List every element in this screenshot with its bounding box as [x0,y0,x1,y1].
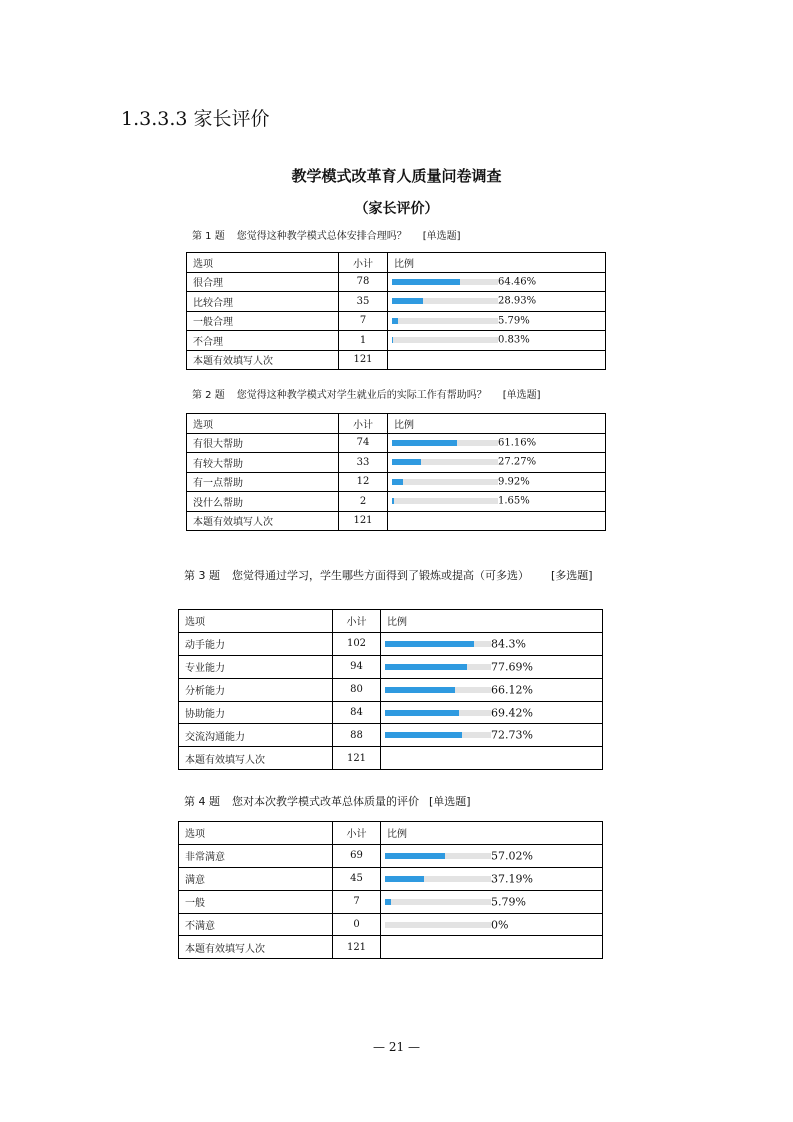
table-total-row [179,936,603,959]
column-header-option: 选项 [179,610,333,633]
ratio-cell [388,272,606,292]
question-header [192,388,541,404]
table-row [179,632,603,655]
table-total-row [179,747,603,770]
column-header-ratio: 比例 [381,610,603,633]
table-header-row [187,253,606,273]
table-row [179,655,603,678]
page-number: — 21 — [373,1040,420,1054]
ratio-bar-track [385,922,491,928]
ratio-bar-fill [385,641,474,647]
table-row [187,331,606,351]
ratio-percent-label: 37.19% [491,872,533,886]
ratio-percent-label: 77.69% [491,660,533,674]
ratio-percent-label: 61.16% [498,437,537,449]
ratio-cell [381,678,603,701]
option-label: 没什么帮助 [187,492,339,512]
ratio-bar-track [392,440,498,446]
option-count: 94 [333,655,381,678]
ratio-cell [388,331,606,351]
column-header-count: 小计 [339,414,388,434]
ratio-cell [381,655,603,678]
table-row [179,913,603,936]
ratio-bar-fill [392,459,421,465]
question-type-tag: [单选题] [502,390,541,401]
section-title: 1.3.3.3 家长评价 [121,108,270,130]
total-count: 121 [339,511,388,531]
ratio-bar-fill [392,279,460,285]
ratio-bar-track [392,479,498,485]
ratio-percent-label: 5.79% [491,895,526,909]
option-label: 一般合理 [187,311,339,331]
table-row [179,701,603,724]
option-label: 有很大帮助 [187,433,339,453]
table-row [187,472,606,492]
option-label: 比较合理 [187,292,339,312]
ratio-cell [388,292,606,312]
ratio-bar-track [385,710,491,716]
table-total-row [187,511,606,531]
total-label: 本题有效填写人次 [187,511,339,531]
total-label: 本题有效填写人次 [179,747,333,770]
table-row [179,678,603,701]
total-empty-cell [381,936,603,959]
total-count: 121 [333,747,381,770]
ratio-bar-fill [392,479,403,485]
ratio-cell [388,453,606,473]
question-1 [192,229,461,245]
ratio-bar-track [385,687,491,693]
table-row [179,867,603,890]
total-count: 121 [339,350,388,370]
ratio-percent-label: 0% [491,918,509,931]
option-label: 不满意 [179,913,333,936]
column-header-ratio: 比例 [388,414,606,434]
option-count: 84 [333,701,381,724]
table-row [187,492,606,512]
table-header-row [179,610,603,633]
question-number: 第 2 题 [192,390,225,401]
table-header-row [179,822,603,845]
table-row [179,724,603,747]
ratio-bar-track [392,498,498,504]
column-header-option: 选项 [187,414,339,434]
ratio-cell [381,724,603,747]
ratio-percent-label: 64.46% [498,276,537,288]
ratio-bar-track [392,459,498,465]
ratio-percent-label: 72.73% [491,728,533,742]
option-count: 12 [339,472,388,492]
ratio-bar-fill [385,687,455,693]
total-empty-cell [381,747,603,770]
total-empty-cell [388,511,606,531]
table-row [179,844,603,867]
ratio-cell [381,890,603,913]
question-text: 您觉得这种教学模式对学生就业后的实际工作有帮助吗？ [236,390,487,401]
ratio-cell [381,844,603,867]
table-row [187,453,606,473]
option-count: 2 [339,492,388,512]
ratio-bar-fill [385,732,462,738]
column-header-ratio: 比例 [388,253,606,273]
option-label: 有较大帮助 [187,453,339,473]
option-label: 协助能力 [179,701,333,724]
option-count: 35 [339,292,388,312]
question-number: 第 4 题 [184,795,220,808]
option-label: 有一点帮助 [187,472,339,492]
ratio-bar-track [385,899,491,905]
question-type-tag: [单选题] [429,795,471,808]
ratio-bar-fill [385,899,391,905]
table-header-row [187,414,606,434]
ratio-cell [388,311,606,331]
ratio-percent-label: 84.3% [491,637,526,651]
question-header [192,229,461,245]
ratio-cell [381,913,603,936]
ratio-percent-label: 66.12% [491,683,533,697]
column-header-ratio: 比例 [381,822,603,845]
option-count: 0 [333,913,381,936]
question-4 [184,794,471,810]
ratio-bar-track [385,876,491,882]
results-table-q1 [186,252,606,370]
option-label: 非常满意 [179,844,333,867]
ratio-bar-fill [385,664,467,670]
ratio-percent-label: 57.02% [491,849,533,863]
column-header-count: 小计 [333,610,381,633]
ratio-bar-track [385,732,491,738]
option-label: 专业能力 [179,655,333,678]
column-header-option: 选项 [179,822,333,845]
table-row [187,433,606,453]
option-count: 7 [339,311,388,331]
ratio-bar-track [385,853,491,859]
option-count: 1 [339,331,388,351]
column-header-count: 小计 [333,822,381,845]
total-count: 121 [333,936,381,959]
option-label: 不合理 [187,331,339,351]
ratio-bar-fill [392,318,398,324]
option-label: 满意 [179,867,333,890]
ratio-bar-fill [392,298,423,304]
question-text: 您觉得这种教学模式总体安排合理吗？ [236,231,407,242]
ratio-bar-fill [385,853,445,859]
ratio-bar-track [385,641,491,647]
option-count: 102 [333,632,381,655]
ratio-percent-label: 28.93% [498,295,537,307]
results-table-q4 [178,821,603,959]
question-3 [184,568,604,584]
ratio-bar-fill [392,440,457,446]
table-row [179,890,603,913]
option-label: 很合理 [187,272,339,292]
table-row [187,272,606,292]
ratio-cell [381,867,603,890]
total-label: 本题有效填写人次 [187,350,339,370]
column-header-count: 小计 [339,253,388,273]
option-label: 动手能力 [179,632,333,655]
survey-title: 教学模式改革育人质量问卷调查 [291,167,502,185]
survey-subtitle: （家长评价） [354,201,439,217]
table-row [187,292,606,312]
option-count: 69 [333,844,381,867]
ratio-cell [381,632,603,655]
option-count: 80 [333,678,381,701]
option-count: 7 [333,890,381,913]
table-row [187,311,606,331]
column-header-option: 选项 [187,253,339,273]
results-table-q3 [178,609,603,770]
option-label: 分析能力 [179,678,333,701]
question-number: 第 3 题 [184,569,220,582]
ratio-bar-fill [385,876,424,882]
option-count: 74 [339,433,388,453]
question-number: 第 1 题 [192,231,225,242]
question-header [184,568,604,584]
ratio-percent-label: 0.83% [498,334,530,346]
total-label: 本题有效填写人次 [179,936,333,959]
ratio-bar-fill [385,710,459,716]
ratio-percent-label: 69.42% [491,706,533,719]
ratio-percent-label: 1.65% [498,495,530,507]
option-count: 45 [333,867,381,890]
ratio-percent-label: 9.92% [498,476,530,488]
ratio-bar-fill [392,498,394,504]
ratio-percent-label: 5.79% [498,315,530,327]
ratio-bar-track [392,318,498,324]
results-table-q2 [186,413,606,531]
table-total-row [187,350,606,370]
question-header [184,794,471,810]
option-count: 78 [339,272,388,292]
option-label: 一般 [179,890,333,913]
ratio-bar-fill [392,337,393,343]
ratio-cell [381,701,603,724]
option-count: 33 [339,453,388,473]
total-empty-cell [388,350,606,370]
question-text: 您觉得通过学习，学生哪些方面得到了锻炼或提高（可多选） [232,569,529,582]
ratio-cell [388,472,606,492]
question-2 [192,388,541,404]
ratio-bar-track [392,298,498,304]
ratio-bar-track [385,664,491,670]
question-type-tag: [多选题] [551,569,593,582]
ratio-bar-track [392,279,498,285]
option-label: 交流沟通能力 [179,724,333,747]
ratio-bar-track [392,337,498,343]
option-count: 88 [333,724,381,747]
question-type-tag: [单选题] [422,231,461,242]
ratio-cell [388,433,606,453]
question-text: 您对本次教学模式改革总体质量的评价 [232,795,419,808]
ratio-percent-label: 27.27% [498,456,537,468]
ratio-cell [388,492,606,512]
